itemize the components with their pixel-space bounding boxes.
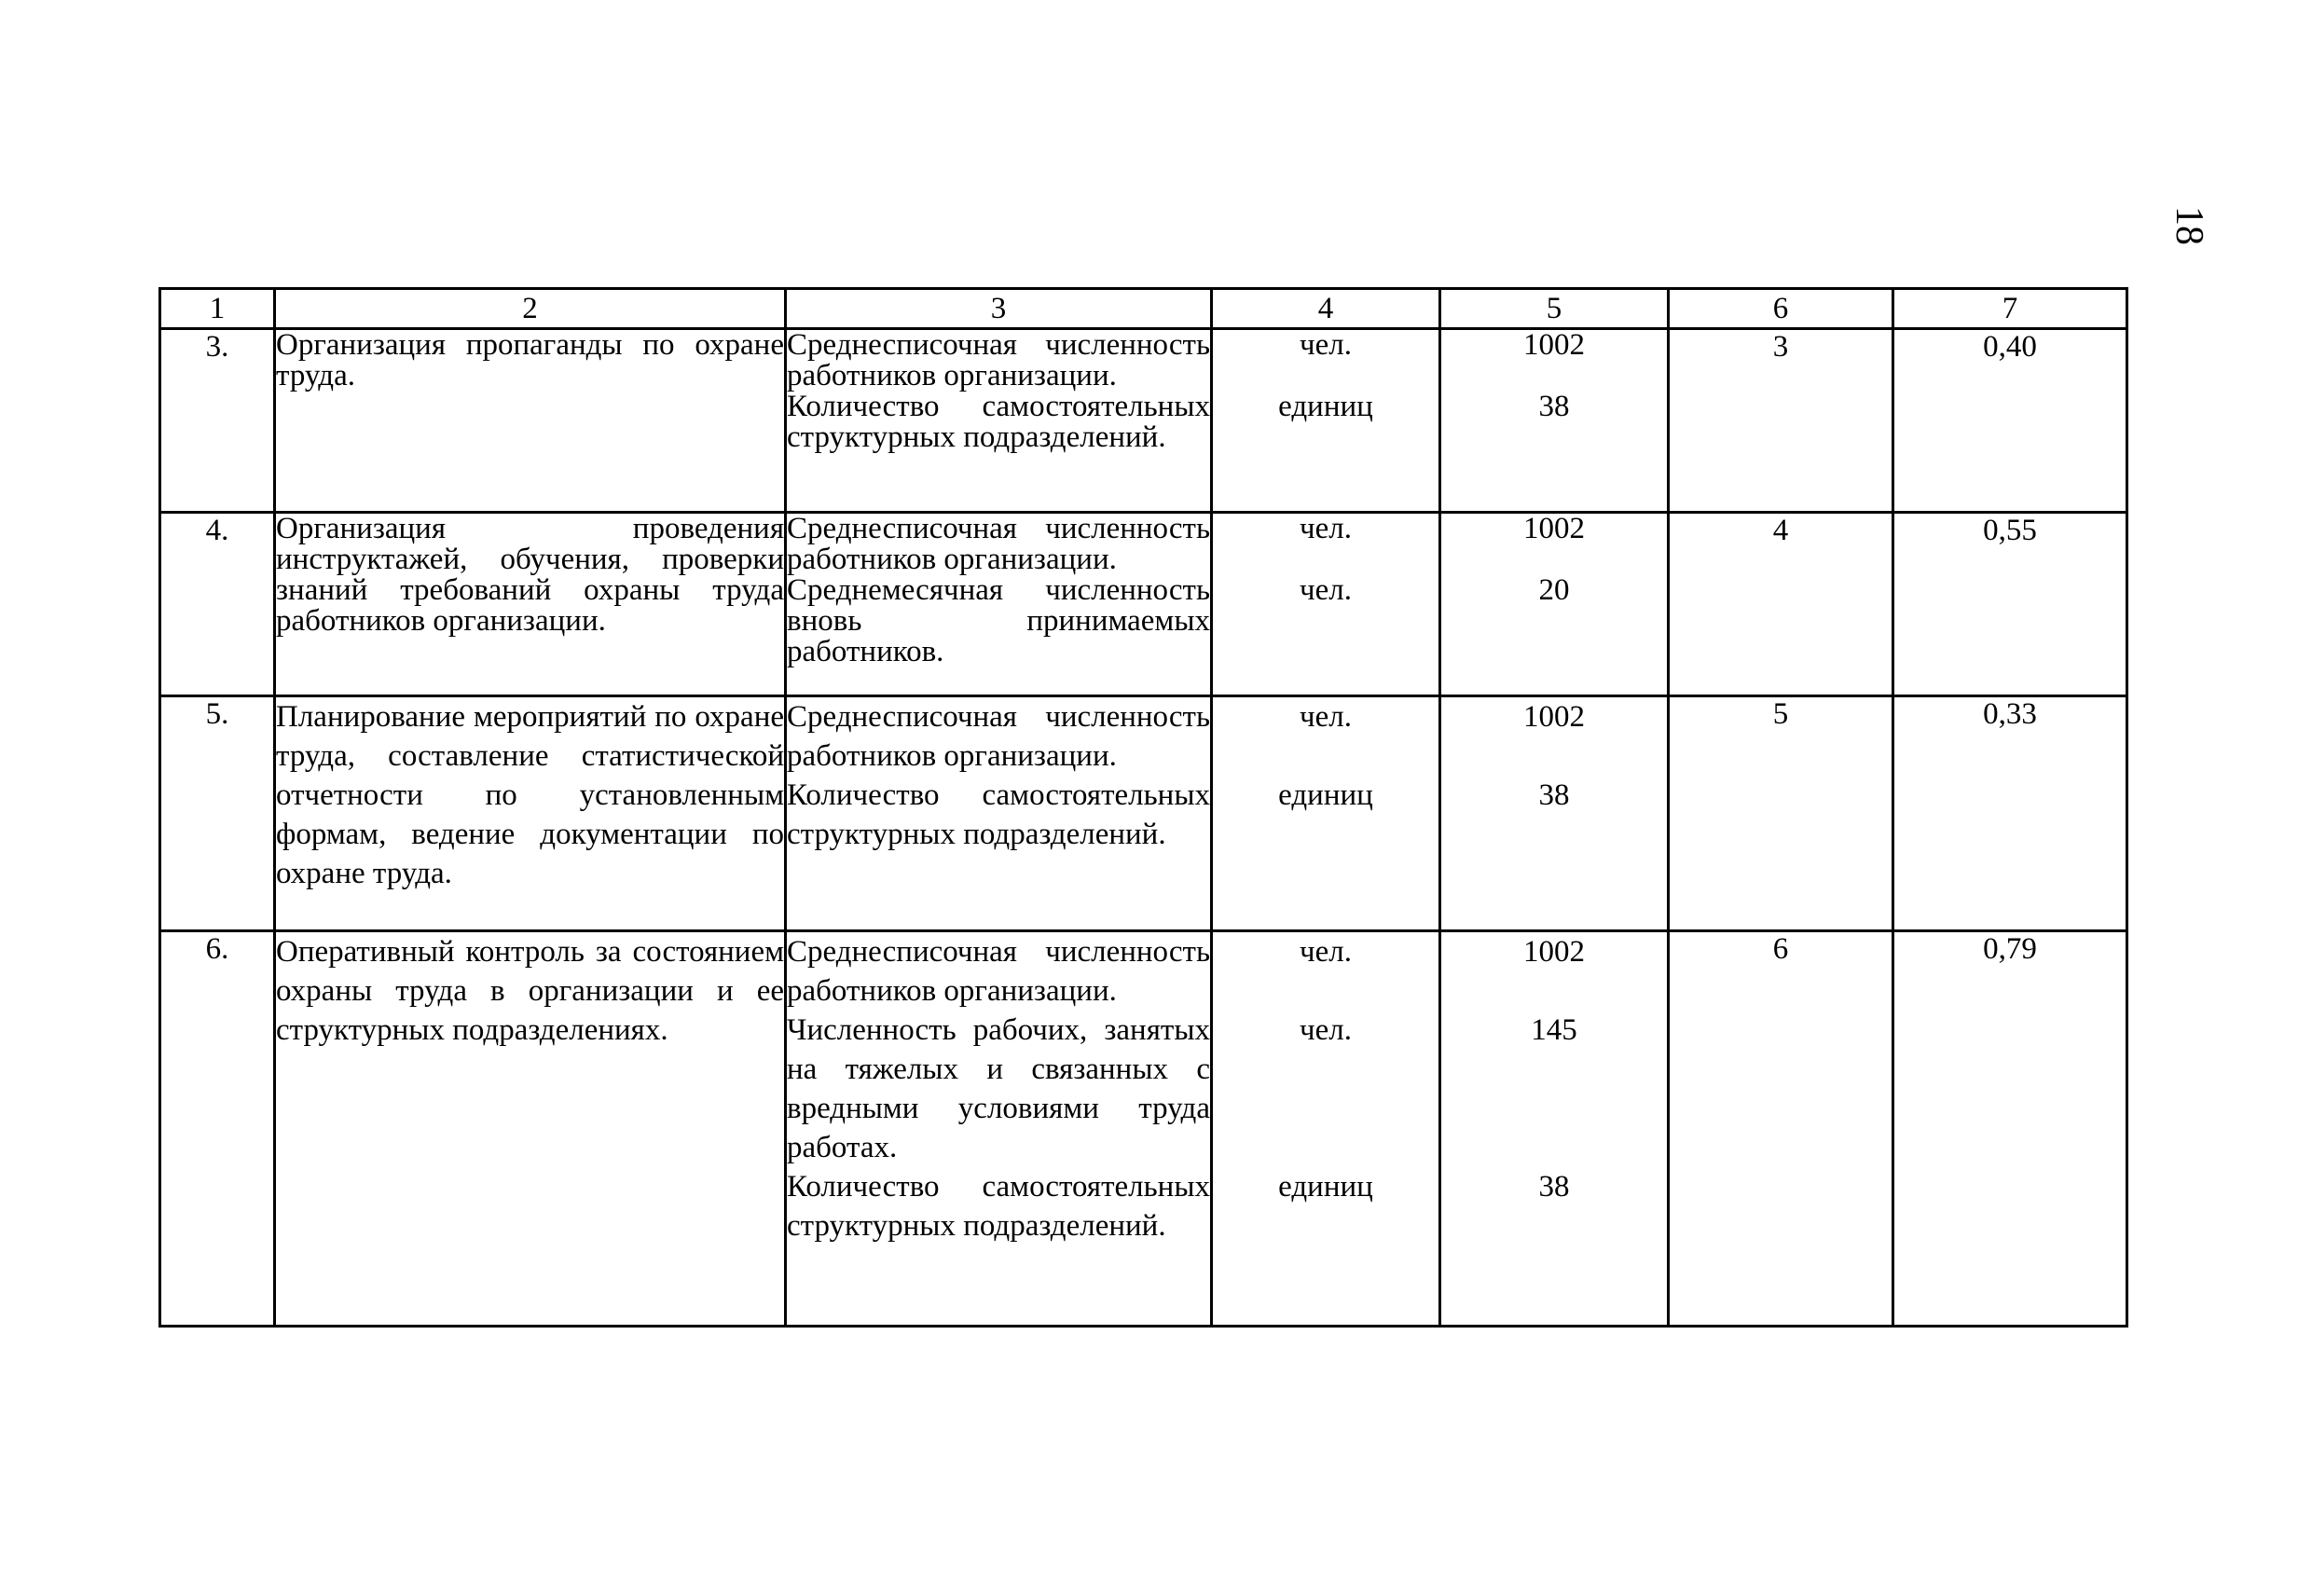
column-number: 3 bbox=[786, 289, 1212, 329]
column-number: 5 bbox=[1440, 289, 1669, 329]
unit-cell bbox=[1212, 696, 1440, 931]
unit-cell bbox=[1212, 513, 1440, 696]
col7-value: 0,33 bbox=[1893, 696, 2127, 931]
col7-value: 0,55 bbox=[1893, 513, 2127, 696]
factor-cell bbox=[786, 696, 1212, 931]
unit-cell bbox=[1212, 931, 1440, 1327]
value-text: 38 bbox=[1538, 390, 1570, 423]
page-number: 18 bbox=[2168, 206, 2210, 245]
unit-text: чел. bbox=[1300, 1013, 1352, 1047]
value-text: 1002 bbox=[1523, 935, 1585, 969]
work-type: Организация проведения инструктажей, обучения, проверки знаний требований охраны труда работников организации. bbox=[275, 513, 786, 696]
factor-text: Среднесписочная численность работников организации. bbox=[787, 328, 1210, 392]
table-row bbox=[160, 696, 2127, 931]
column-number-row bbox=[160, 289, 2127, 329]
col6-value: 5 bbox=[1669, 696, 1893, 931]
work-type: Оперативный контроль за состоянием охраны труда в организации и ее структурных подразделениях. bbox=[275, 931, 786, 1327]
norm-table bbox=[158, 287, 2128, 1328]
value-cell bbox=[1440, 696, 1669, 931]
factor-text: Численность рабочих, занятых на тяжелых и связанных с вредными условиями труда работах. bbox=[787, 1013, 1210, 1164]
value-cell bbox=[1440, 513, 1669, 696]
unit-text: чел. bbox=[1300, 328, 1352, 362]
row-number: 4. bbox=[160, 513, 275, 696]
value-text: 38 bbox=[1538, 1170, 1570, 1204]
unit-text: чел. bbox=[1300, 700, 1352, 734]
unit-text: единиц bbox=[1278, 778, 1373, 812]
factor-text: Количество самостоятельных структурных подразделений. bbox=[787, 1170, 1210, 1243]
unit-text: чел. bbox=[1300, 512, 1352, 545]
table-row bbox=[160, 513, 2127, 696]
column-number: 1 bbox=[160, 289, 275, 329]
value-text: 1002 bbox=[1523, 700, 1585, 734]
value-text: 1002 bbox=[1523, 328, 1585, 362]
col6-value: 3 bbox=[1669, 329, 1893, 513]
factor-text: Количество самостоятельных структурных подразделений. bbox=[787, 390, 1210, 454]
value-cell bbox=[1440, 329, 1669, 513]
factor-cell bbox=[786, 931, 1212, 1327]
value-text: 20 bbox=[1538, 573, 1570, 607]
col6-value: 4 bbox=[1669, 513, 1893, 696]
table-row bbox=[160, 931, 2127, 1327]
value-text: 38 bbox=[1538, 778, 1570, 812]
unit-text: чел. bbox=[1300, 573, 1352, 607]
col6-value: 6 bbox=[1669, 931, 1893, 1327]
col7-value: 0,40 bbox=[1893, 329, 2127, 513]
factor-text: Количество самостоятельных структурных подразделений. bbox=[787, 778, 1210, 851]
column-number: 2 bbox=[275, 289, 786, 329]
value-text: 145 bbox=[1531, 1013, 1577, 1047]
column-number: 4 bbox=[1212, 289, 1440, 329]
row-number: 3. bbox=[160, 329, 275, 513]
unit-text: единиц bbox=[1278, 1170, 1373, 1204]
factor-text: Среднемесячная численность вновь принимаемых работников. bbox=[787, 573, 1210, 668]
column-number: 6 bbox=[1669, 289, 1893, 329]
work-type: Планирование мероприятий по охране труда, составление статистической отчетности по установленным формам, ведение документации по охране труда. bbox=[275, 696, 786, 931]
value-text: 1002 bbox=[1523, 512, 1585, 545]
factor-text: Среднесписочная численность работников организации. bbox=[787, 512, 1210, 576]
row-number: 5. bbox=[160, 696, 275, 931]
work-type: Организация пропаганды по охране труда. bbox=[275, 329, 786, 513]
row-number: 6. bbox=[160, 931, 275, 1327]
value-cell bbox=[1440, 931, 1669, 1327]
unit-text: единиц bbox=[1278, 390, 1373, 423]
unit-text: чел. bbox=[1300, 935, 1352, 969]
factor-cell bbox=[786, 513, 1212, 696]
factor-cell bbox=[786, 329, 1212, 513]
col7-value: 0,79 bbox=[1893, 931, 2127, 1327]
table-row bbox=[160, 329, 2127, 513]
factor-text: Среднесписочная численность работников организации. bbox=[787, 700, 1210, 773]
factor-text: Среднесписочная численность работников организации. bbox=[787, 935, 1210, 1008]
column-number: 7 bbox=[1893, 289, 2127, 329]
unit-cell bbox=[1212, 329, 1440, 513]
